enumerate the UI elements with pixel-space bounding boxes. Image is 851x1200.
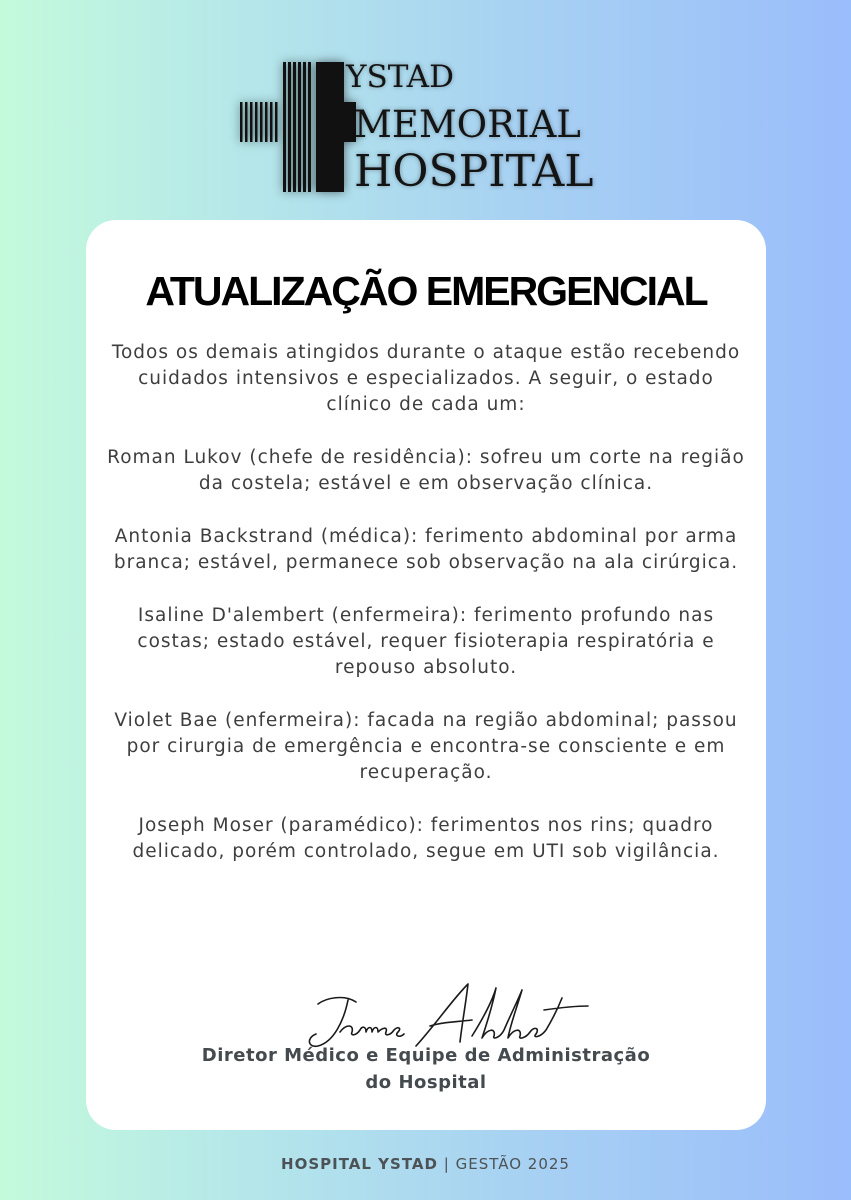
hospital-logo bbox=[236, 58, 616, 198]
sign-off-line-1: Diretor Médico e Equipe de Administração bbox=[201, 1045, 651, 1066]
patient-status-violet-bae: Violet Bae (enfermeira): facada na região abdominal; passou por cirurgia de emergência e encontra-se consciente e em recuperação. bbox=[114, 710, 738, 783]
patient-status-isaline-dalembert: Isaline D'alembert (enfermeira): ferimento profundo nas costas; estado estável, requer fisioterapia respiratória e repouso absoluto. bbox=[137, 605, 715, 678]
patient-status-antonia-backstrand: Antonia Backstrand (médica): ferimento abdominal por arma branca; estável, permanece sob observação na ala cirúrgica. bbox=[113, 526, 739, 573]
patient-status-joseph-moser: Joseph Moser (paramédico): ferimentos nos rins; quadro delicado, porém controlado, segue em UTI sob vigilância. bbox=[132, 815, 720, 862]
logo-line-3: HOSPITAL bbox=[354, 146, 594, 197]
footer-brand: HOSPITAL YSTAD bbox=[281, 1155, 438, 1173]
patient-status-roman-lukov: Roman Lukov (chefe de residência): sofreu um corte na região da costela; estável e em observação clínica. bbox=[107, 447, 745, 494]
footer bbox=[0, 1155, 851, 1173]
intro-paragraph: Todos os demais atingidos durante o ataque estão recebendo cuidados intensivos e especializados. A seguir, o estado clínico de cada um: bbox=[111, 342, 741, 415]
announcement-body bbox=[106, 340, 746, 892]
logo-line-2: MEMORIAL bbox=[354, 103, 581, 146]
footer-separator: | bbox=[443, 1155, 450, 1173]
sign-off-line-2: do Hospital bbox=[365, 1072, 487, 1093]
sign-off bbox=[86, 1042, 766, 1096]
announcement-title: ATUALIZAÇÃO EMERGENCIAL bbox=[145, 268, 707, 314]
announcement-card bbox=[86, 220, 766, 1130]
logo-line-1: YSTAD bbox=[346, 59, 454, 95]
cross-icon bbox=[236, 58, 356, 198]
footer-period: GESTÃO 2025 bbox=[455, 1155, 570, 1173]
